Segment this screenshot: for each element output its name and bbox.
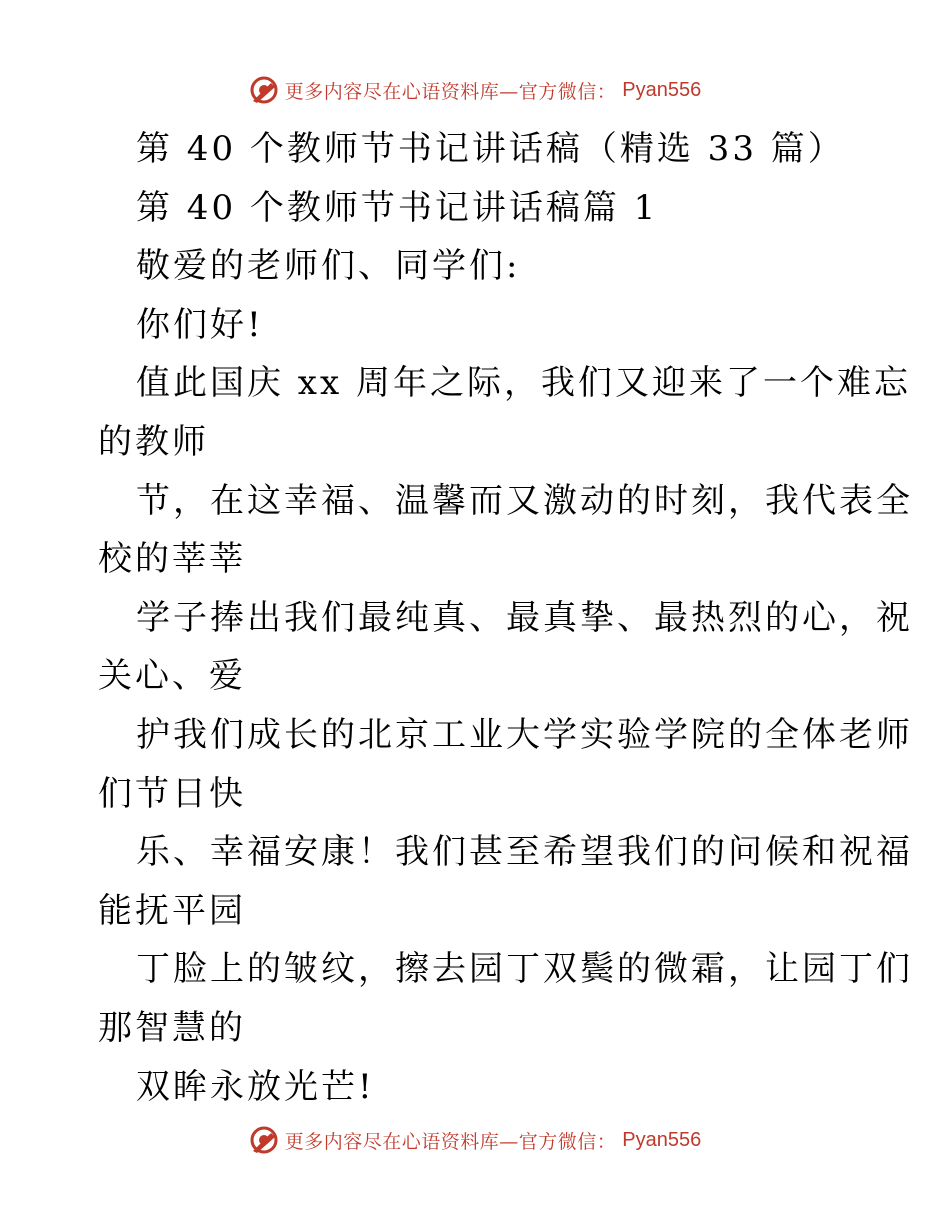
paragraph-line: 的教师 bbox=[98, 421, 209, 462]
paragraph-line: 丁脸上的皱纹，擦去园丁双鬓的微霜，让园丁们 bbox=[136, 949, 913, 990]
document-body bbox=[98, 120, 913, 1116]
paragraph-line: 校的莘莘 bbox=[98, 539, 246, 580]
paragraph-line: 敬爱的老师们、同学们: bbox=[136, 246, 521, 287]
document-subtitle: 第 40 个教师节书记讲话稿篇 1 bbox=[136, 187, 659, 228]
paragraph-line: 节，在这幸福、温馨而又激动的时刻，我代表全 bbox=[136, 480, 913, 521]
paragraph-line: 学子捧出我们最纯真、最真挚、最热烈的心，祝 bbox=[136, 597, 913, 638]
paragraph-line: 乐、幸福安康！我们甚至希望我们的问候和祝福 bbox=[136, 832, 913, 873]
header-banner bbox=[0, 70, 950, 110]
footer-banner-text: 更多内容尽在心语资料库—官方微信： bbox=[284, 1130, 617, 1153]
paragraph-line: 关心、爱 bbox=[98, 656, 246, 697]
paragraph-line: 那智慧的 bbox=[98, 1007, 246, 1048]
header-wechat-id: Pyan556 bbox=[622, 78, 702, 101]
pen-logo-icon bbox=[249, 1125, 279, 1155]
paragraph-line: 值此国庆 xx 周年之际，我们又迎来了一个难忘 bbox=[136, 363, 911, 404]
paragraph-line: 们节日快 bbox=[98, 773, 246, 814]
paragraph-line: 能抚平园 bbox=[98, 890, 246, 931]
footer-wechat-id: Pyan556 bbox=[622, 1128, 702, 1151]
paragraph-line: 你们好! bbox=[136, 304, 264, 345]
footer-banner bbox=[0, 1120, 950, 1160]
paragraph-line: 护我们成长的北京工业大学实验学院的全体老师 bbox=[136, 714, 913, 755]
paragraph-line: 双眸永放光芒! bbox=[136, 1066, 375, 1107]
pen-logo-icon bbox=[249, 75, 279, 105]
header-banner-text: 更多内容尽在心语资料库—官方微信： bbox=[284, 80, 617, 103]
document-title: 第 40 个教师节书记讲话稿（精选 33 篇） bbox=[136, 129, 845, 169]
